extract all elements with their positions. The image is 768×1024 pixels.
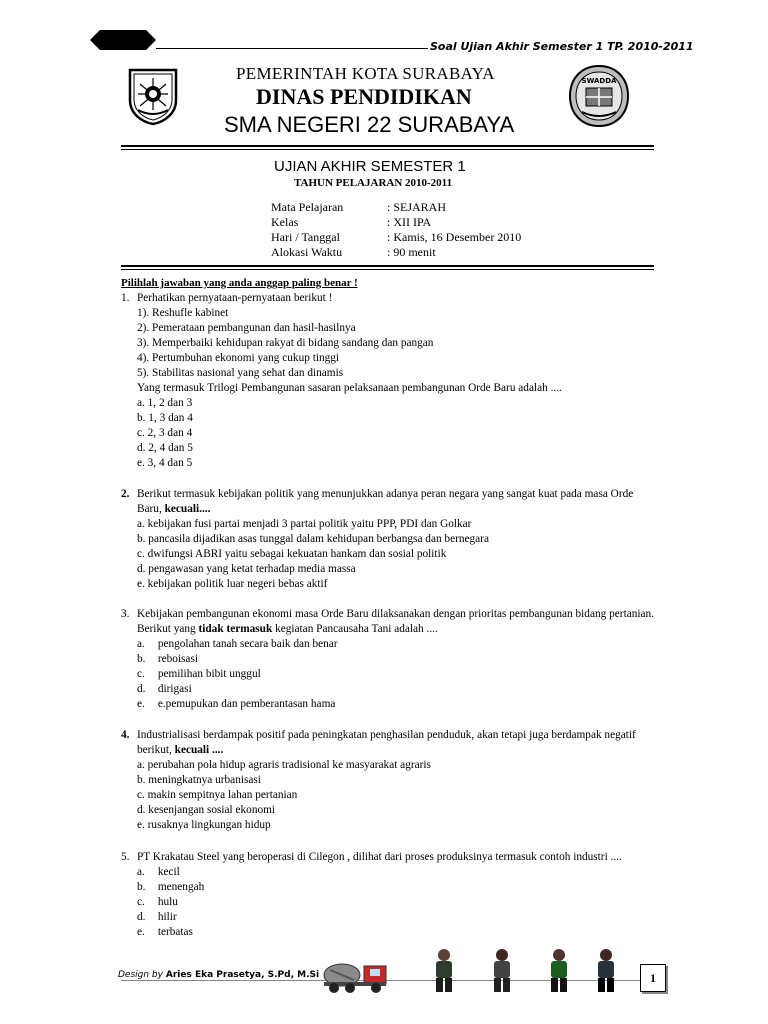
- school-name: SMA NEGERI 22 SURABAYA: [224, 112, 515, 137]
- question-number: 4.: [121, 729, 130, 741]
- figure-icon: [545, 948, 573, 994]
- question-number: 2.: [121, 488, 130, 500]
- answer-option: e. kebijakan politik luar negeri bebas aktif: [137, 578, 328, 590]
- header-band: [90, 30, 156, 50]
- answer-option: a. 1, 2 dan 3: [137, 397, 193, 409]
- info-divider-thin: [121, 269, 654, 270]
- exam-title: UJIAN AKHIR SEMESTER 1: [274, 158, 466, 175]
- answer-option: b. reboisasi: [137, 653, 198, 665]
- answer-option: a. kebijakan fusi partai menjadi 3 partai politik yaitu PPP, PDI dan Golkar: [137, 518, 472, 530]
- info-row: Alokasi Waktu : 90 menit: [271, 245, 436, 259]
- answer-option: c. 2, 3 dan 4: [137, 427, 193, 439]
- header-rule: [156, 48, 428, 49]
- answer-option: c. makin sempitnya lahan pertanian: [137, 789, 298, 801]
- question-number: 1.: [121, 292, 130, 304]
- question-emphasis: kecuali ....: [174, 744, 224, 756]
- question-text: Berikut termasuk kebijakan politik yang menunjukkan adanya peran negara yang sangat kuat pada masa Orde Baru, kecuali....: [137, 488, 634, 515]
- question-emphasis: kecuali....: [164, 503, 211, 515]
- answer-option: d. hilir: [137, 911, 177, 923]
- answer-option: e. 3, 4 dan 5: [137, 457, 193, 469]
- answer-option: a. pengolahan tanah secara baik dan benar: [137, 638, 338, 650]
- question-text: Industrialisasi berdampak positif pada peningkatan penghasilan penduduk, akan tetapi juga berdampak negatif berikut, kecuali ....: [137, 729, 636, 756]
- answer-option: d. 2, 4 dan 5: [137, 442, 193, 454]
- figure-icon: [488, 948, 516, 994]
- question-number: 3.: [121, 608, 130, 620]
- figure-icon: [592, 948, 620, 994]
- surabaya-emblem-icon: [126, 66, 180, 126]
- instruction: Pilihlah jawaban yang anda anggap paling benar !: [121, 277, 358, 289]
- statement: 3). Memperbaiki kehidupan rakyat di bidang sandang dan pangan: [137, 337, 434, 349]
- answer-option: a. kecil: [137, 866, 180, 878]
- svg-text:SWADDA: SWADDA: [581, 77, 617, 85]
- government-name: PEMERINTAH KOTA SURABAYA: [236, 64, 495, 83]
- answer-option: c. pemilihan bibit unggul: [137, 668, 261, 680]
- question-prompt: Yang termasuk Trilogi Pembangunan sasaran pelaksanaan pembangunan Orde Baru adalah ....: [137, 382, 562, 394]
- figure-icon: [430, 948, 458, 994]
- question-text: Kebijakan pembangunan ekonomi masa Orde Baru dilaksanakan dengan prioritas pembangunan bidang pertanian. Berikut yang tidak termasuk kegiatan Pancausaha Tani adalah ....: [137, 608, 654, 635]
- running-header: Soal Ujian Akhir Semester 1 TP. 2010-2011: [430, 40, 694, 53]
- question-1: [121, 291, 654, 471]
- info-row: Hari / Tanggal : Kamis, 16 Desember 2010: [271, 230, 522, 244]
- question-emphasis: tidak termasuk: [198, 623, 273, 635]
- header-divider: [121, 145, 654, 147]
- cement-truck-icon: [320, 958, 392, 994]
- info-divider: [121, 265, 654, 267]
- answer-option: c. hulu: [137, 896, 178, 908]
- answer-option: b. meningkatnya urbanisasi: [137, 774, 261, 786]
- answer-option: d. pengawasan yang ketat terhadap media massa: [137, 563, 356, 575]
- question-text: Perhatikan pernyataan-pernyataan berikut !: [137, 292, 333, 304]
- statement: 2). Pemerataan pembangunan dan hasil-hasilnya: [137, 322, 356, 334]
- department-name: DINAS PENDIDIKAN: [256, 84, 472, 109]
- question-number: 5.: [121, 851, 130, 863]
- answer-option: d. dirigasi: [137, 683, 192, 695]
- answer-option: e. rusaknya lingkungan hidup: [137, 819, 271, 831]
- statement: 5). Stabilitas nasional yang sehat dan dinamis: [137, 367, 344, 379]
- info-row: Kelas : XII IPA: [271, 215, 432, 229]
- info-row: Mata Pelajaran : SEJARAH: [271, 200, 447, 214]
- question-5: [121, 850, 654, 940]
- answer-option: b. menengah: [137, 881, 205, 893]
- question-2: [121, 487, 654, 592]
- answer-option: b. 1, 3 dan 4: [137, 412, 193, 424]
- answer-option: d. kesenjangan sosial ekonomi: [137, 804, 276, 816]
- statement: 4). Pertumbuhan ekonomi yang cukup tinggi: [137, 352, 340, 364]
- answer-option: c. dwifungsi ABRI yaitu sebagai kekuatan hankam dan sosial politik: [137, 548, 447, 560]
- answer-option: a. perubahan pola hidup agraris tradisional ke masyarakat agraris: [137, 759, 431, 771]
- exam-year: TAHUN PELAJARAN 2010-2011: [294, 177, 453, 189]
- page-number: 1: [640, 964, 666, 992]
- answer-option: e. e.pemupukan dan pemberantasan hama: [137, 698, 336, 710]
- question-3: [121, 607, 654, 712]
- school-emblem-icon: [568, 64, 630, 128]
- answer-option: b. pancasila dijadikan asas tunggal dalam kehidupan berbangsa dan bernegara: [137, 533, 489, 545]
- question-4: [121, 728, 654, 833]
- answer-option: e. terbatas: [137, 926, 193, 938]
- design-credit: Design by Aries Eka Prasetya, S.Pd, M.Si: [118, 970, 320, 980]
- question-text: PT Krakatau Steel yang beroperasi di Cilegon , dilihat dari proses produksinya termasuk contoh industri ....: [137, 851, 622, 863]
- header-divider-thin: [121, 149, 654, 150]
- statement: 1). Reshufle kabinet: [137, 307, 229, 319]
